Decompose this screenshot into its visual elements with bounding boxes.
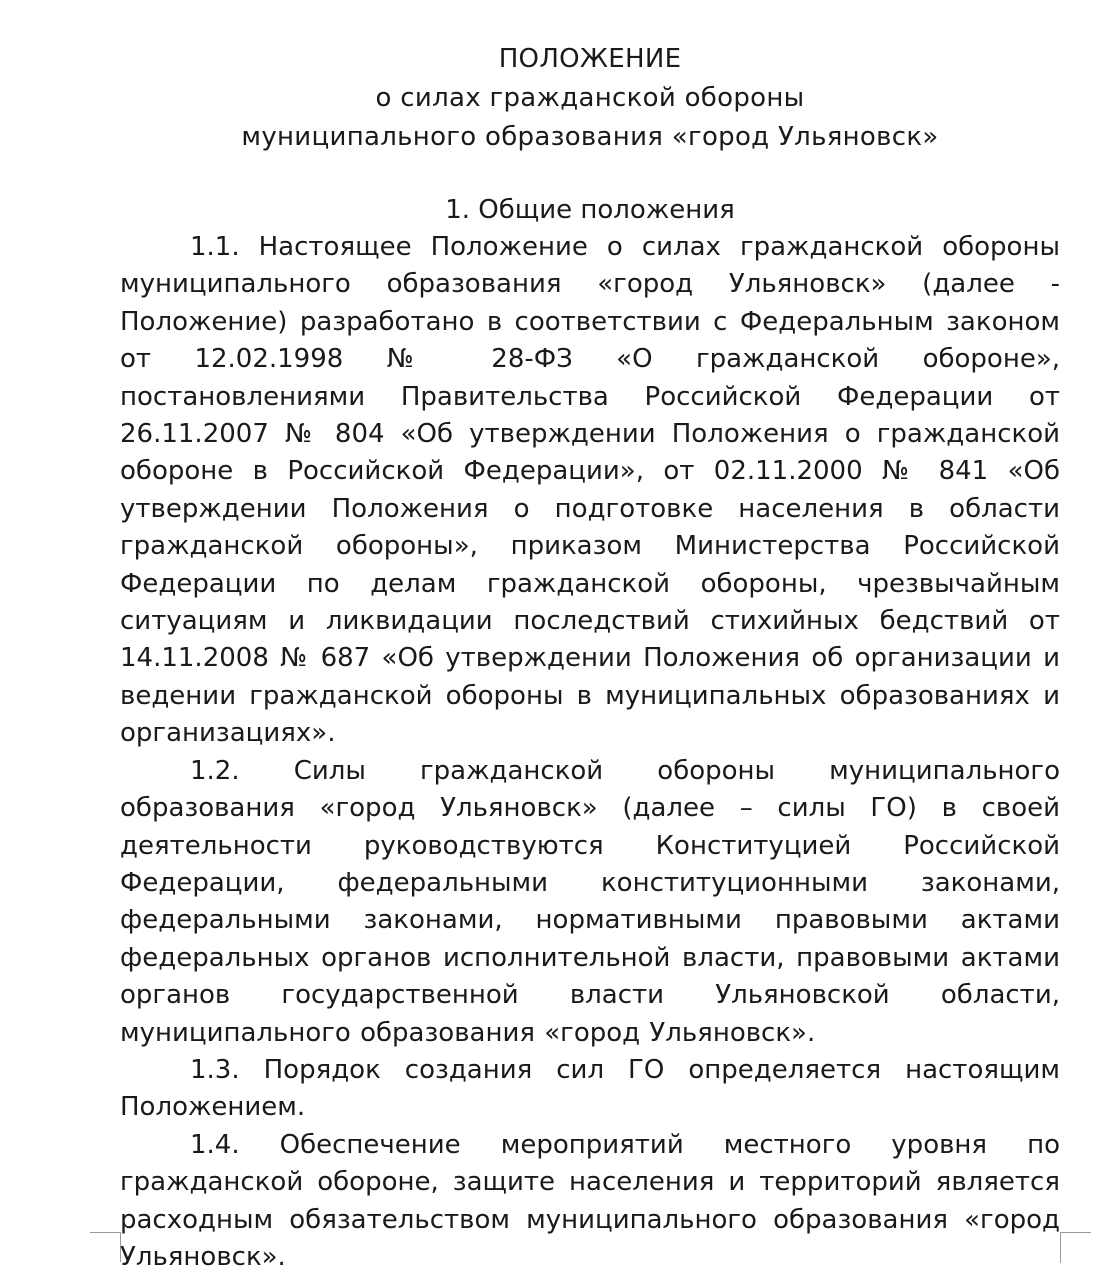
paragraph-1-4: 1.4. Обеспечение мероприятий местного уровня по гражданской обороне, защите населения и территорий является расходным обязательством муниципального образования «город Ульяновск». <box>120 1129 1060 1272</box>
paragraph-1-1: 1.1. Настоящее Положение о силах гражданской обороны муниципального образования «город Ульяновск» (далее - Положение) разработано в соответствии с Федеральным законом от 12.02.1998 № 28-ФЗ «О гражданской обороне», постановлениями Правительства Российской Федерации от 26.11.2007 № 804 «Об утверждении Положения о гражданской обороне в Российской Федерации», от 02.11.2000 № 841 «Об утверждении Положения о подготовке населения в области гражданской обороны», приказом Министерства Российской Федерации по делам гражданской обороны, чрезвычайным ситуациям и ликвидации последствий стихийных бедствий от 14.11.2008 № 687 «Об утверждении Положения об организации и ведении гражданской обороны в муниципальных образованиях и организациях». <box>120 232 1060 749</box>
document-subtitle-line-1: о силах гражданской обороны <box>375 83 805 113</box>
page-corner-mark-left <box>90 1232 121 1262</box>
paragraph-1-2: 1.2. Силы гражданской обороны муниципального образования «город Ульяновск» (далее – силы ГО) в своей деятельности руководствуются Конституцией Российской Федерации, федеральными конституционными законами, федеральными законами, нормативными правовыми актами федеральных органов исполнительной власти, правовыми актами органов государственной власти Ульяновской области, муниципального образования «город Ульяновск». <box>120 755 1060 1048</box>
paragraph-1-3: 1.3. Порядок создания сил ГО определяется настоящим Положением. <box>120 1054 1060 1123</box>
document-body <box>120 229 1060 1276</box>
document-subtitle-line-2: муниципального образования «город Ульяновск» <box>241 122 939 152</box>
document-title-block <box>0 40 1116 157</box>
section-heading-general: 1. Общие положения <box>445 195 735 225</box>
document-title: ПОЛОЖЕНИЕ <box>498 44 682 74</box>
page-corner-mark-right <box>1060 1232 1091 1263</box>
